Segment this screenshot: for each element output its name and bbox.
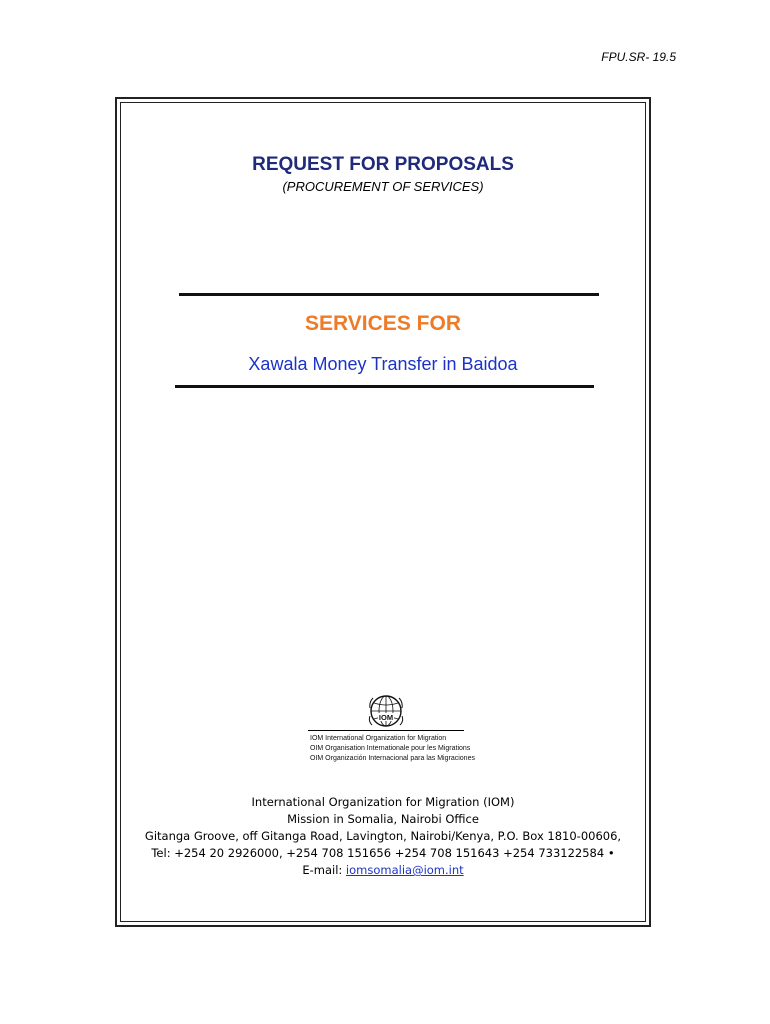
subtitle-text: PROCUREMENT OF SERVICES <box>286 179 480 194</box>
logo-divider <box>308 730 464 731</box>
logo-line-en: IOM International Organization for Migration <box>310 735 447 742</box>
logo-emblem-text: IOM <box>378 713 394 722</box>
iom-logo <box>304 694 475 770</box>
logo-line-fr: OIM Organisation Internationale pour les Migrations <box>310 745 471 752</box>
org-name: International Organization for Migration (IOM) <box>251 795 515 809</box>
contact-address <box>115 794 651 879</box>
email-label: E-mail: <box>302 863 346 877</box>
page-subtitle: (PROCUREMENT OF SERVICES) <box>282 179 484 194</box>
logo-line-es: OIM Organización Internacional para las Migraciones <box>310 755 475 762</box>
top-divider <box>179 293 599 296</box>
services-name: Xawala Money Transfer in Baidoa <box>248 354 518 374</box>
document-code: FPU.SR- 19.5 <box>601 50 676 64</box>
phone-numbers: Tel: +254 20 2926000, +254 708 151656 +254 708 151643 +254 733122584 • <box>151 846 615 860</box>
iom-globe-icon <box>367 694 405 728</box>
page-title: REQUEST FOR PROPOSALS <box>252 154 514 175</box>
bottom-divider <box>175 385 594 388</box>
office-name: Mission in Somalia, Nairobi Office <box>287 812 479 826</box>
street-address: Gitanga Groove, off Gitanga Road, Lavington, Nairobi/Kenya, P.O. Box 1810-00606, <box>144 829 622 843</box>
email-link[interactable]: iomsomalia@iom.int <box>345 863 464 877</box>
email-line <box>115 862 651 879</box>
services-heading: SERVICES FOR <box>305 312 461 335</box>
